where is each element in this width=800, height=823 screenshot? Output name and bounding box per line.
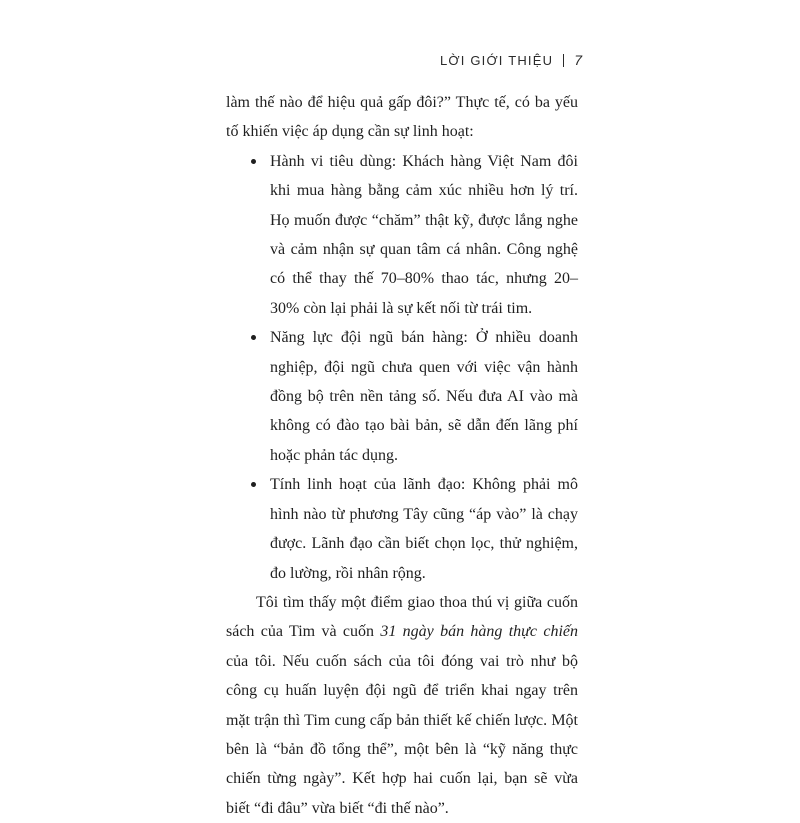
page-body xyxy=(226,88,578,823)
page-number: 7 xyxy=(574,52,582,68)
intro-paragraph: làm thế nào để hiệu quả gấp đôi?” Thực tế, có ba yếu tố khiến việc áp dụng cần sự linh hoạt: xyxy=(226,94,578,141)
closing-text-end: của tôi. Nếu cuốn sách của tôi đóng vai trò như bộ công cụ huấn luyện đội ngũ để triển khai ngay trên mặt trận thì Tim cung cấp bản thiết kế chiến lược. Một bên là “bản đồ tổng thể”, một bên là “kỹ năng thực chiến từng ngày”. Kết hợp hai cuốn lại, bạn sẽ vừa biết “đi đâu” vừa biết “đi thế nào”. xyxy=(226,652,578,817)
book-title: 31 ngày bán hàng thực chiến xyxy=(380,623,578,641)
bullet-item-leadership-flexibility: Tính linh hoạt của lãnh đạo: Không phải mô hình nào từ phương Tây cũng “áp vào” là chạy được. Lãnh đạo cần biết chọn lọc, thử nghiệm, đo lường, rồi nhân rộng. xyxy=(270,470,578,588)
section-title: LỜI GIỚI THIỆU xyxy=(439,52,554,68)
closing-paragraph xyxy=(226,588,578,823)
bullet-item-sales-team-capability: Năng lực đội ngũ bán hàng: Ở nhiều doanh nghiệp, đội ngũ chưa quen với việc vận hành đồng bộ trên nền tảng số. Nếu đưa AI vào mà không có đào tạo bài bản, sẽ dẫn đến lãng phí hoặc phản tác dụng. xyxy=(270,323,578,470)
header-separator xyxy=(563,54,564,67)
running-header xyxy=(440,52,582,68)
bullet-item-consumer-behavior: Hành vi tiêu dùng: Khách hàng Việt Nam đôi khi mua hàng bằng cảm xúc nhiều hơn lý trí. Họ muốn được “chăm” thật kỹ, được lắng nghe và cảm nhận sự quan tâm cá nhân. Công nghệ có thể thay thế 70–80% thao tác, nhưng 20–30% còn lại phải là sự kết nối từ trái tim. xyxy=(270,147,578,323)
closing-text-start: Tôi tìm thấy một điểm giao thoa thú vị giữa cuốn sách của Tim và cuốn xyxy=(226,593,578,641)
bullet-list xyxy=(226,147,578,588)
